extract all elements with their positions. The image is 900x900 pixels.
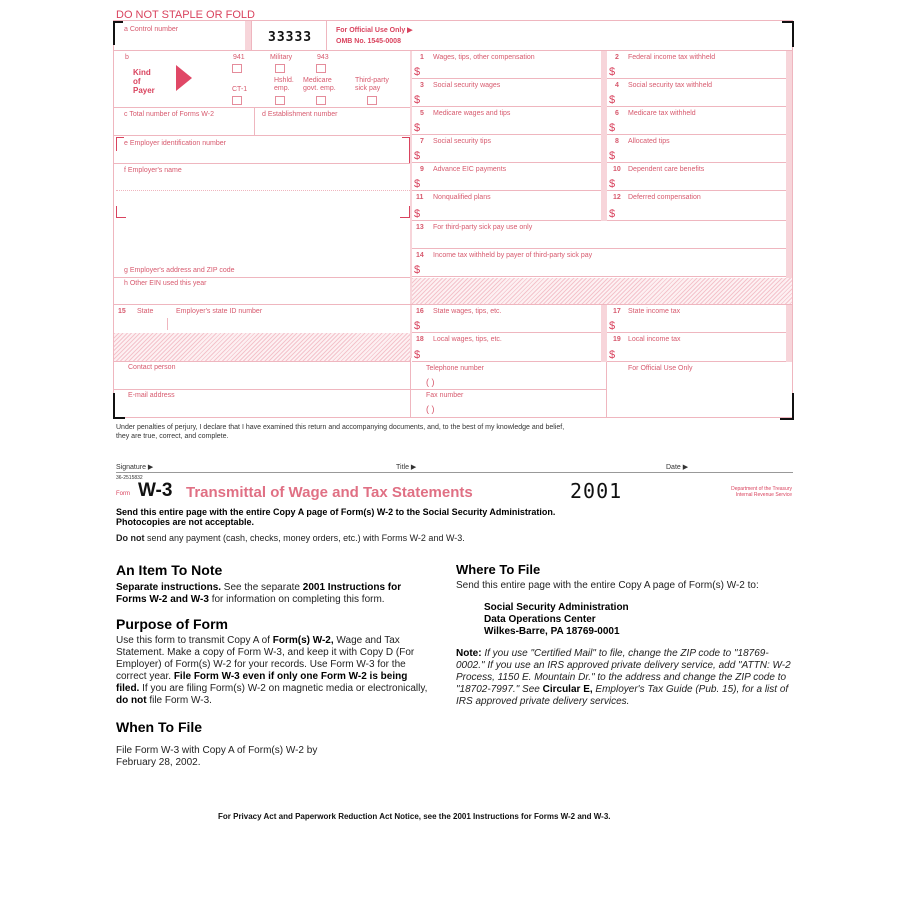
box-8[interactable]	[607, 135, 786, 163]
rule	[113, 135, 410, 136]
rule	[326, 21, 327, 50]
rule	[113, 163, 410, 164]
checkbox-medicare-govt-emp[interactable]	[316, 96, 326, 105]
send-notice	[116, 507, 555, 527]
box-label: Advance EIC payments	[433, 166, 507, 173]
checkbox-943[interactable]	[316, 64, 326, 73]
box-number: 8	[615, 138, 619, 145]
do-not-staple-notice: DO NOT STAPLE OR FOLD	[116, 9, 255, 21]
contact-person-input[interactable]	[120, 372, 406, 386]
control-number-input[interactable]	[116, 34, 242, 48]
box-11[interactable]	[412, 191, 601, 221]
dollar-sign: $	[609, 320, 616, 332]
column-bar	[786, 51, 792, 362]
bracket-corner	[402, 137, 410, 163]
box-17[interactable]	[607, 305, 786, 333]
dollar-sign: $	[414, 264, 421, 276]
dollar-sign: $	[609, 66, 616, 78]
bold-text: Separate instructions.	[116, 582, 222, 593]
establishment-number-input[interactable]	[258, 120, 408, 134]
left-instructions	[116, 562, 431, 769]
box-number: 2	[615, 54, 619, 61]
title-label: Title ▶	[396, 464, 417, 471]
signature-label: Signature ▶	[116, 464, 154, 471]
option-medicare-label: Medicare govt. emp.	[303, 77, 336, 92]
employer-name-label: f Employer's name	[124, 167, 182, 174]
dept-line: Internal Revenue Service	[735, 492, 792, 498]
dollar-sign: $	[609, 122, 616, 134]
purpose-heading: Purpose of Form	[116, 616, 229, 632]
rule	[606, 362, 607, 418]
omb-number: OMB No. 1545-0008	[336, 38, 401, 45]
total-forms-input[interactable]	[116, 120, 250, 134]
text: Use this form to transmit Copy A of	[116, 635, 273, 646]
rule	[113, 277, 410, 278]
form-id: W-3	[138, 480, 173, 501]
box-label: Medicare tax withheld	[628, 110, 696, 117]
other-ein-label: h Other EIN used this year	[124, 280, 207, 287]
perjury-line: they are true, correct, and complete.	[116, 433, 229, 440]
total-forms-label: c Total number of Forms W-2	[124, 111, 214, 118]
dollar-sign: $	[609, 178, 616, 190]
title-line: Payer	[133, 86, 155, 95]
box-label: For third-party sick pay use only	[433, 224, 533, 231]
dollar-sign: $	[414, 208, 421, 220]
when-to-file-heading: When To File	[116, 719, 203, 735]
catalog-number: 36-2515832	[116, 475, 143, 481]
box-b-letter: b	[125, 54, 129, 61]
contact-person-label: Contact person	[128, 364, 176, 371]
box-3[interactable]	[412, 79, 601, 107]
box-label: Wages, tips, other compensation	[433, 54, 535, 61]
note-label: Note:	[456, 648, 482, 659]
dollar-sign: $	[414, 122, 421, 134]
option-military-label: Military	[270, 54, 293, 61]
delivery-note	[456, 648, 791, 708]
state-id-input[interactable]	[172, 318, 406, 332]
dollar-sign: $	[609, 349, 616, 361]
box-19[interactable]	[607, 333, 786, 362]
ssa-address	[484, 602, 791, 638]
where-to-file-heading: Where To File	[456, 562, 541, 577]
dollar-sign: $	[609, 150, 616, 162]
box-2[interactable]	[607, 51, 786, 79]
box-6[interactable]	[607, 107, 786, 135]
rule	[113, 361, 410, 362]
right-instructions	[456, 562, 791, 708]
rule	[167, 318, 168, 330]
box-10[interactable]	[607, 163, 786, 191]
title-line: Kind	[133, 68, 151, 77]
bold-text: 2001 Instructions for Forms W-2 and W-3	[116, 582, 402, 605]
dollar-sign: $	[414, 150, 421, 162]
email-input[interactable]	[120, 400, 406, 414]
box-number: 10	[613, 166, 621, 173]
registration-corner-br	[780, 393, 794, 420]
payment-notice	[116, 533, 465, 543]
arrow-right-icon	[176, 65, 192, 91]
box-label: Deferred compensation	[628, 194, 701, 201]
item-to-note-text	[116, 582, 431, 606]
checkbox-military[interactable]	[275, 64, 285, 73]
option-ct1-label: CT-1	[232, 86, 248, 93]
bold-text: File Form W-3 even if only one Form W-2 is being filed.	[116, 671, 408, 694]
box-label: Social security wages	[433, 82, 501, 89]
state-input[interactable]	[118, 318, 164, 332]
form-title: Transmittal of Wage and Tax Statements	[186, 484, 473, 501]
box-label: Federal income tax withheld	[628, 54, 716, 61]
text: If you use "Certified Mail" to file, change the ZIP code to "18769-0002." If you use an IRS approved private delivery service, add "ATTN: W-2 Process, 1150 E. Mountain Dr." to the address and change the ZIP code to "18702-7997." See	[456, 648, 791, 695]
when-to-file-text: File Form W-3 with Copy A of Form(s) W-2 by February 28, 2002.	[116, 745, 318, 768]
box-4[interactable]	[607, 79, 786, 107]
email-label: E-mail address	[128, 392, 175, 399]
ein-input[interactable]	[120, 148, 400, 162]
perjury-line: Under penalties of perjury, I declare that I have examined this return and accompanying documents, and, to the best of my knowledge and belief,	[116, 424, 565, 431]
other-ein-input[interactable]	[120, 288, 406, 302]
rule	[410, 389, 606, 390]
text: for information on completing this form.	[208, 594, 385, 605]
box-number: 12	[613, 194, 621, 201]
box-label: Social security tax withheld	[628, 82, 713, 89]
ein-label: e Employer identification number	[124, 140, 226, 147]
box-number: 1	[420, 54, 424, 61]
rule	[113, 389, 410, 390]
state-label: State	[137, 308, 154, 315]
signature-input[interactable]	[156, 458, 386, 470]
box-label: Medicare wages and tips	[433, 110, 511, 117]
box-number: 7	[420, 138, 424, 145]
do-not-emphasis: Do not	[116, 533, 145, 543]
employer-name-address-input[interactable]	[120, 176, 406, 266]
box-number: 11	[416, 194, 424, 201]
box-number: 6	[615, 110, 619, 117]
item-to-note-heading: An Item To Note	[116, 562, 223, 578]
box-16[interactable]	[412, 305, 601, 333]
box-12[interactable]	[607, 191, 786, 221]
box-1[interactable]	[412, 51, 601, 79]
checkbox-hshld-emp[interactable]	[275, 96, 285, 105]
box-15-number: 15	[118, 308, 126, 315]
form-code: 33333	[268, 30, 313, 45]
kind-of-payer-title	[133, 68, 155, 95]
text: file Form W-3.	[146, 695, 212, 706]
text: If you are filing Form(s) W-2 on magnetic media or electronically,	[139, 683, 428, 694]
box-label: Local income tax	[628, 336, 681, 343]
rule	[251, 21, 252, 50]
box-label: Allocated tips	[628, 138, 670, 145]
date-label: Date ▶	[666, 464, 689, 471]
option-943-label: 943	[317, 54, 329, 61]
option-third-party-label: Third-party sick pay	[355, 77, 389, 92]
telephone-label: Telephone number	[426, 365, 484, 372]
option-941-label: 941	[233, 54, 245, 61]
box-label: State wages, tips, etc.	[433, 308, 502, 315]
dollar-sign: $	[414, 94, 421, 106]
tax-year: 2001	[570, 479, 623, 503]
box-number: 4	[615, 82, 619, 89]
text: Wage and Tax Statement. Make a copy of Form W-3, and keep it with Copy D (For Employer) of Form(s) W-2 for your records. Use Form W-3 for the correct year.	[116, 635, 415, 682]
send-notice-line: Send this entire page with the entire Copy A page of Form(s) W-2 to the Social Security Administration.	[116, 507, 556, 517]
dollar-sign: $	[414, 320, 421, 332]
rule	[113, 304, 410, 305]
form-word: Form	[116, 491, 130, 497]
purpose-text	[116, 635, 431, 707]
official-use-only-label: For Official Use Only	[628, 365, 693, 372]
option-hshld-label: Hshld. emp.	[274, 77, 294, 92]
box-number: 9	[420, 166, 424, 173]
dollar-sign: $	[414, 349, 421, 361]
fax-label: Fax number	[426, 392, 464, 399]
box-number: 18	[416, 336, 424, 343]
box-label: Local wages, tips, etc.	[433, 336, 502, 343]
box-number: 17	[613, 308, 621, 315]
box-number: 13	[416, 224, 424, 231]
box-number: 3	[420, 82, 424, 89]
dollar-sign: $	[609, 94, 616, 106]
registration-corner-tr	[782, 21, 794, 47]
bold-text: Circular E,	[542, 684, 593, 695]
box-7[interactable]	[412, 135, 601, 163]
date-input[interactable]	[690, 458, 790, 470]
send-notice-line: Photocopies are not acceptable.	[116, 517, 255, 527]
box-label: Nonqualified plans	[433, 194, 491, 201]
box-13[interactable]	[412, 221, 786, 249]
rule	[113, 107, 410, 108]
address-line: Social Security Administration	[484, 602, 629, 613]
fax-input[interactable]: ( )	[426, 404, 435, 414]
establishment-number-label: d Establishment number	[262, 111, 338, 118]
rule	[254, 107, 255, 135]
kind-of-payer-section	[113, 51, 410, 107]
control-number-label: a Control number	[124, 26, 179, 33]
perjury-statement	[116, 423, 564, 441]
official-use-label: For Official Use Only ▶	[336, 27, 413, 34]
box-14[interactable]	[412, 249, 786, 277]
privacy-act-notice: For Privacy Act and Paperwork Reduction Act Notice, see the 2001 Instructions for Forms W-2 and W-3.	[218, 812, 611, 821]
address-line: Wilkes-Barre, PA 18769-0001	[484, 626, 620, 637]
shaded-area	[114, 333, 410, 361]
title-input[interactable]	[420, 458, 656, 470]
box-9[interactable]	[412, 163, 601, 191]
dollar-sign: $	[609, 208, 616, 220]
box-number: 19	[613, 336, 621, 343]
checkbox-941[interactable]	[232, 64, 242, 73]
dept-line: Department of the Treasury	[731, 486, 792, 492]
box-label: State income tax	[628, 308, 681, 315]
dollar-sign: $	[414, 178, 421, 190]
dollar-sign: $	[414, 66, 421, 78]
box-label: Dependent care benefits	[628, 166, 705, 173]
address-line: Data Operations Center	[484, 614, 596, 625]
text: Employer's Tax Guide (Pub. 15), for a list of IRS approved private delivery services.	[456, 684, 789, 707]
signature-rule	[116, 472, 793, 473]
box-18[interactable]	[412, 333, 601, 362]
where-to-file-text: Send this entire page with the entire Copy A page of Form(s) W-2 to:	[456, 580, 759, 591]
telephone-input[interactable]: ( )	[426, 377, 435, 387]
box-number: 16	[416, 308, 424, 315]
box-5[interactable]	[412, 107, 601, 135]
checkbox-third-party-sick-pay[interactable]	[367, 96, 377, 105]
checkbox-ct1[interactable]	[232, 96, 242, 105]
bold-text: Form(s) W-2,	[272, 635, 334, 646]
employer-address-label: g Employer's address and ZIP code	[124, 267, 235, 274]
box-number: 5	[420, 110, 424, 117]
shaded-area	[412, 278, 792, 304]
title-line: of	[133, 77, 141, 86]
box-label: Social security tips	[433, 138, 491, 145]
state-id-label: Employer's state ID number	[176, 308, 263, 315]
bold-text: do not	[116, 695, 147, 706]
department-label	[690, 486, 792, 498]
box-number: 14	[416, 252, 424, 259]
payment-text: send any payment (cash, checks, money orders, etc.) with Forms W-2 and W-3.	[144, 533, 465, 543]
text: See the separate	[221, 582, 303, 593]
box-label: Income tax withheld by payer of third-party sick pay	[433, 252, 593, 259]
